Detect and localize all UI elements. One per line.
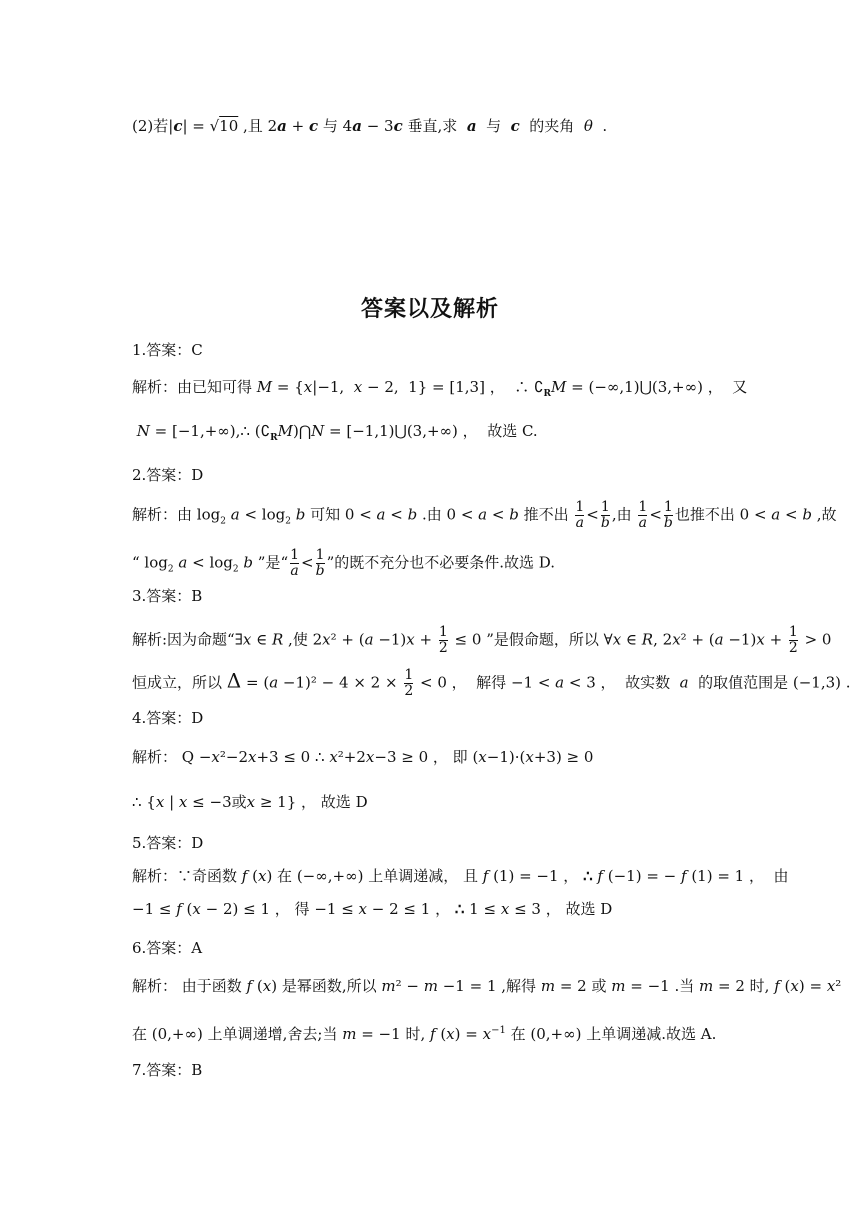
- answer-6-explanation-line-2: 在 (0,+∞) 上单调递增,舍去;当 m = −1 时, f $(x) = x^{-1}$ 在 (0,+∞) 上单调递减.故选 A.: [132, 1025, 717, 1043]
- answer-7-label: 7.答案：B: [132, 1061, 203, 1079]
- answer-6-explanation-line-1: 解析： 由于函数 f (x) 是幂函数,所以 m² − m −1 = 1 ,解得 m = 2 或 m = −1 .当 m = 2 时, f (x) = x²: [132, 977, 842, 995]
- answer-2-explanation-line-1: 解析：由 $\log_2 a < \log_2 b$ 可知 0 < a < b .由 0 < a < b 推不出 $\frac{1}{a}$ < $\frac{1}{b}$ ,由 $\frac{1}{a}$ < $\frac{1}{b}$ 也推不出 0 < a < b ,故: [132, 499, 837, 531]
- answer-6-label: 6.答案：A: [132, 939, 203, 957]
- question-2: (2)若|c| = √10 ,且 2a + c 与 4a − 3c 垂直,求 a 与 c 的夹角 θ .: [132, 117, 608, 135]
- answer-5-explanation-line-1: 解析：∵奇函数 f (x) 在 (−∞,+∞) 上单调递减， 且 f (1) = −1 ， ∴ f (−1) = − f (1) = 1 ， 由: [132, 867, 789, 885]
- section-title: 答案以及解析: [360, 297, 499, 322]
- answer-1-explanation-line-1: 解析：由已知可得 M = {x|−1, x − 2, 1} = [1,3] ， ∴ $∁_RM$ = (−∞,1)⋃(3,+∞) ， 又: [132, 378, 748, 399]
- answer-2-explanation-line-2: “ $\log_2 a < \log_2 b$ ”是“ $\frac{1}{a}$ < $\frac{1}{b}$ ”的既不充分也不必要条件.故选 D.: [132, 547, 556, 579]
- answer-4-explanation-line-1: 解析： Q −x²−2x+3 ≤ 0 ∴ x²+2x−3 ≥ 0 ， 即 (x−1)·(x+3) ≥ 0: [132, 748, 594, 766]
- answer-4-label: 4.答案：D: [132, 709, 204, 727]
- answer-3-label: 3.答案：B: [132, 587, 203, 605]
- answer-1-explanation-line-2: N = [−1,+∞),∴ $(∁_RM)⋂N$ = [−1,1)⋃(3,+∞) ， 故选 C.: [136, 422, 538, 443]
- answer-2-label: 2.答案：D: [132, 466, 204, 484]
- answer-5-explanation-line-2: −1 ≤ f (x − 2) ≤ 1 ， 得 −1 ≤ x − 2 ≤ 1 ， ∴ 1 ≤ x ≤ 3 ， 故选 D: [132, 900, 613, 918]
- answer-5-label: 5.答案：D: [132, 834, 204, 852]
- answer-4-explanation-line-2: ∴ {x | x ≤ −3或x ≥ 1} ， 故选 D: [132, 793, 368, 811]
- answer-1-label: 1.答案：C: [132, 341, 203, 359]
- answer-3-explanation-line-1: 解析:因为命题“∃x ∈ R ,使 2x² + (a −1)x + $\frac{1}{2}$ ≤ 0 ”是假命题，所以 ∀x ∈ R, 2x² + (a −1)x + $\frac{1}{2}$ > 0: [132, 624, 832, 656]
- answer-3-explanation-line-2: 恒成立，所以 Δ = (a −1)² − 4 × 2 × $\frac{1}{2}$ < 0 ， 解得 −1 < a < 3 ， 故实数 a 的取值范围是 (−1,3) .: [132, 667, 851, 699]
